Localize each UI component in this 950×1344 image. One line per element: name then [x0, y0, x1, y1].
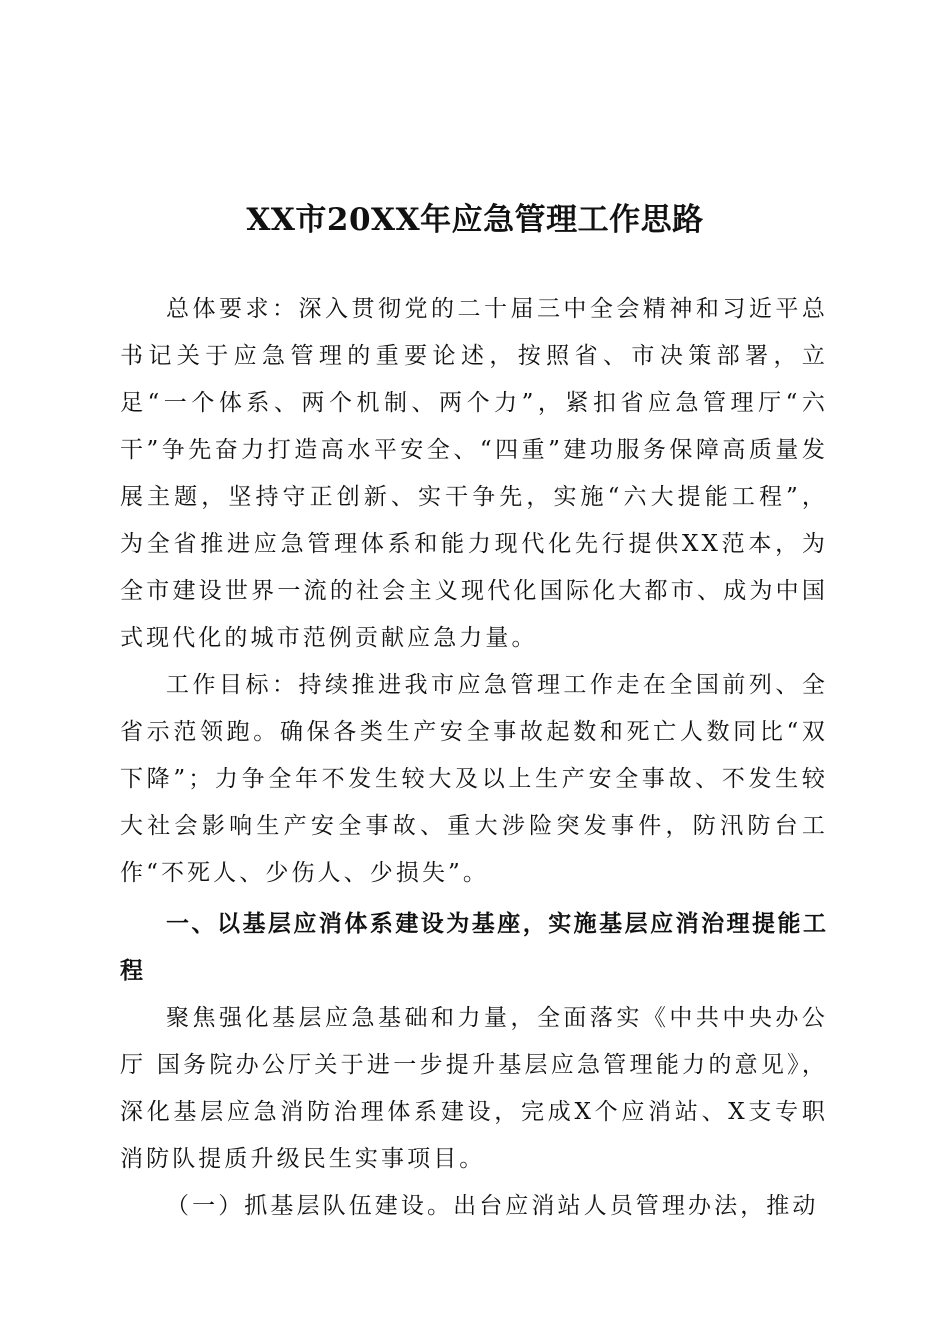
section-heading-1: 一、以基层应消体系建设为基座，实施基层应消治理提能工程 — [120, 911, 828, 984]
paragraph-section-1-intro: 聚焦强化基层应急基础和力量，全面落实《中共中央办公厅 国务院办公厅关于进一步提升基层应急管理能力的意见》，深化基层应急消防治理体系建设，完成X个应消站、X支专职消防队提质升级民生实事项目。 — [120, 1005, 828, 1172]
paragraph-subsection-1: （一）抓基层队伍建设。出台应消站人员管理办法，推动 — [166, 1193, 819, 1219]
document-title: XX市20XX年应急管理工作思路 — [246, 202, 704, 238]
paragraph-work-goals: 工作目标：持续推进我市应急管理工作走在全国前列、全省示范领跑。确保各类生产安全事故起数和死亡人数同比“双下降”；力争全年不发生较大及以上生产安全事故、不发生较大社会影响生产安全事故、重大涉险突发事件，防汛防台工作“不死人、少伤人、少损失”。 — [120, 672, 828, 886]
paragraph-overall-requirements: 总体要求：深入贯彻党的二十届三中全会精神和习近平总书记关于应急管理的重要论述，按照省、市决策部署，立足“一个体系、两个机制、两个力”，紧扣省应急管理厅“六干”争先奋力打造高水平安全、“四重”建功服务保障高质量发展主题，坚持守正创新、实干争先，实施“六大提能工程”，为全省推进应急管理体系和能力现代化先行提供XX范本，为全市建设世界一流的社会主义现代化国际化大都市、成为中国式现代化的城市范例贡献应急力量。 — [120, 296, 828, 651]
document-body — [120, 286, 828, 1230]
